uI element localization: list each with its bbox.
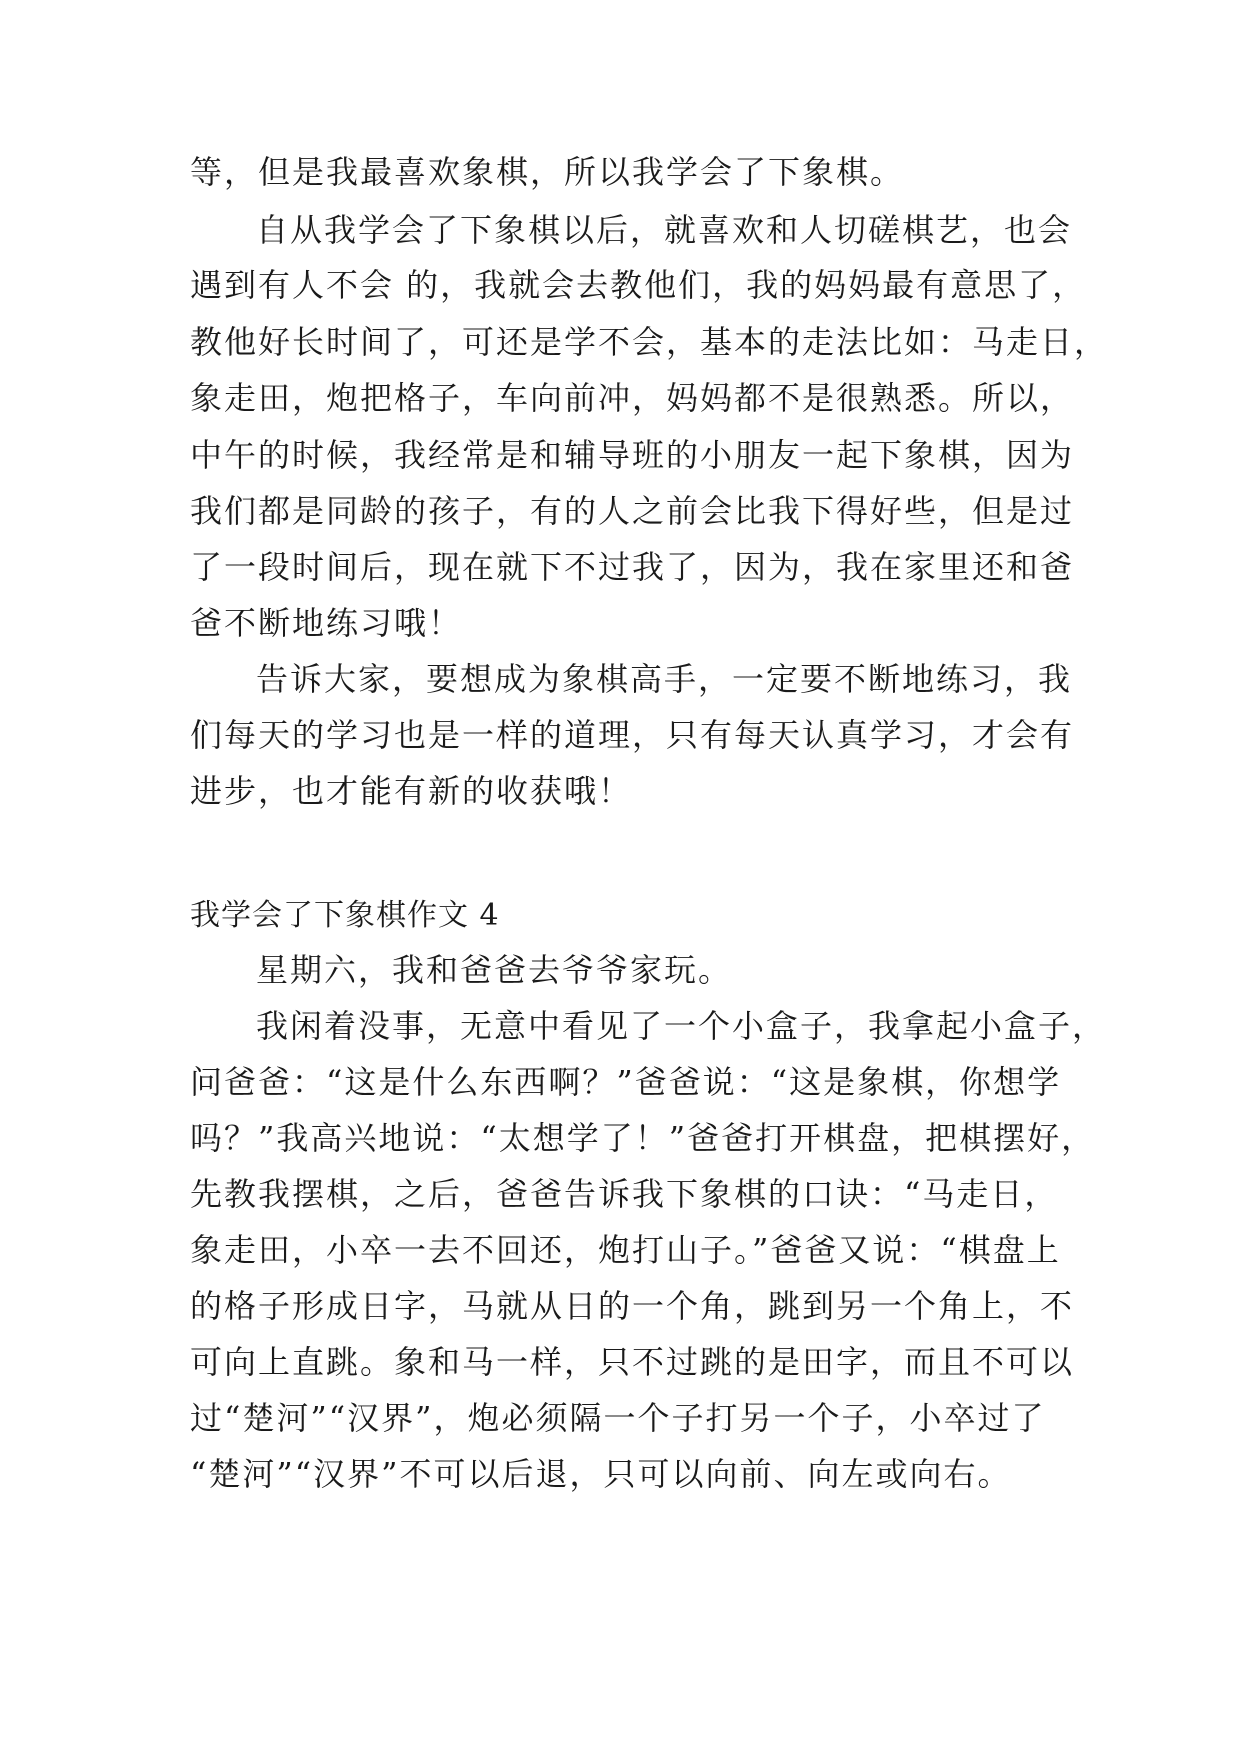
paragraph-line: 告诉大家，要想成为象棋高手，一定要不断地练习，我	[256, 660, 1073, 698]
paragraph-line: 教他好长时间了，可还是学不会，基本的走法比如：马走日，	[190, 323, 1109, 361]
paragraph-line: 过“楚河”“汉界”，炮必须隔一个子打另一个子，小卒过了	[190, 1399, 1046, 1437]
paragraph-line: 可向上直跳。象和马一样，只不过跳的是田字，而且不可以	[190, 1343, 1075, 1381]
paragraph-line: 了一段时间后，现在就下不过我了，因为，我在家里还和爸	[190, 548, 1075, 586]
paragraph-line: 自从我学会了下象棋以后，就喜欢和人切磋棋艺，也会	[256, 211, 1073, 249]
paragraph-line: 等，但是我最喜欢象棋，所以我学会了下象棋。	[190, 153, 905, 191]
paragraph-line: “楚河”“汉界”不可以后退，只可以向前、向左或向右。	[190, 1455, 1012, 1493]
paragraph-line: 象走田，小卒一去不回还，炮打山子。”爸爸又说：“棋盘上	[190, 1231, 1061, 1269]
paragraph-line: 我闲着没事，无意中看见了一个小盒子，我拿起小盒子，	[256, 1007, 1107, 1045]
paragraph-line: 星期六，我和爸爸去爷爷家玩。	[256, 951, 733, 989]
paragraph-line: 先教我摆棋，之后，爸爸告诉我下象棋的口诀：“马走日，	[190, 1175, 1059, 1213]
paragraph-line: 问爸爸：“这是什么东西啊？”爸爸说：“这是象棋，你想学	[190, 1063, 1062, 1101]
section-title: 我学会了下象棋作文 4	[190, 898, 500, 933]
paragraph-line: 象走田，炮把格子，车向前冲，妈妈都不是很熟悉。所以，	[190, 379, 1075, 417]
paragraph-line: 我们都是同龄的孩子，有的人之前会比我下得好些，但是过	[190, 492, 1075, 530]
paragraph-line: 吗？”我高兴地说：“太想学了！”爸爸打开棋盘，把棋摆好，	[190, 1119, 1096, 1157]
paragraph-line: 中午的时候，我经常是和辅导班的小朋友一起下象棋，因为	[190, 436, 1075, 474]
paragraph-line: 进步，也才能有新的收获哦！	[190, 772, 633, 810]
paragraph-line: 遇到有人不会 的，我就会去教他们，我的妈妈最有意思了，	[190, 266, 1087, 304]
paragraph-line: 们每天的学习也是一样的道理，只有每天认真学习，才会有	[190, 716, 1075, 754]
paragraph-line: 爸不断地练习哦！	[190, 604, 463, 642]
paragraph-line: 的格子形成日字，马就从日的一个角，跳到另一个角上，不	[190, 1287, 1075, 1325]
